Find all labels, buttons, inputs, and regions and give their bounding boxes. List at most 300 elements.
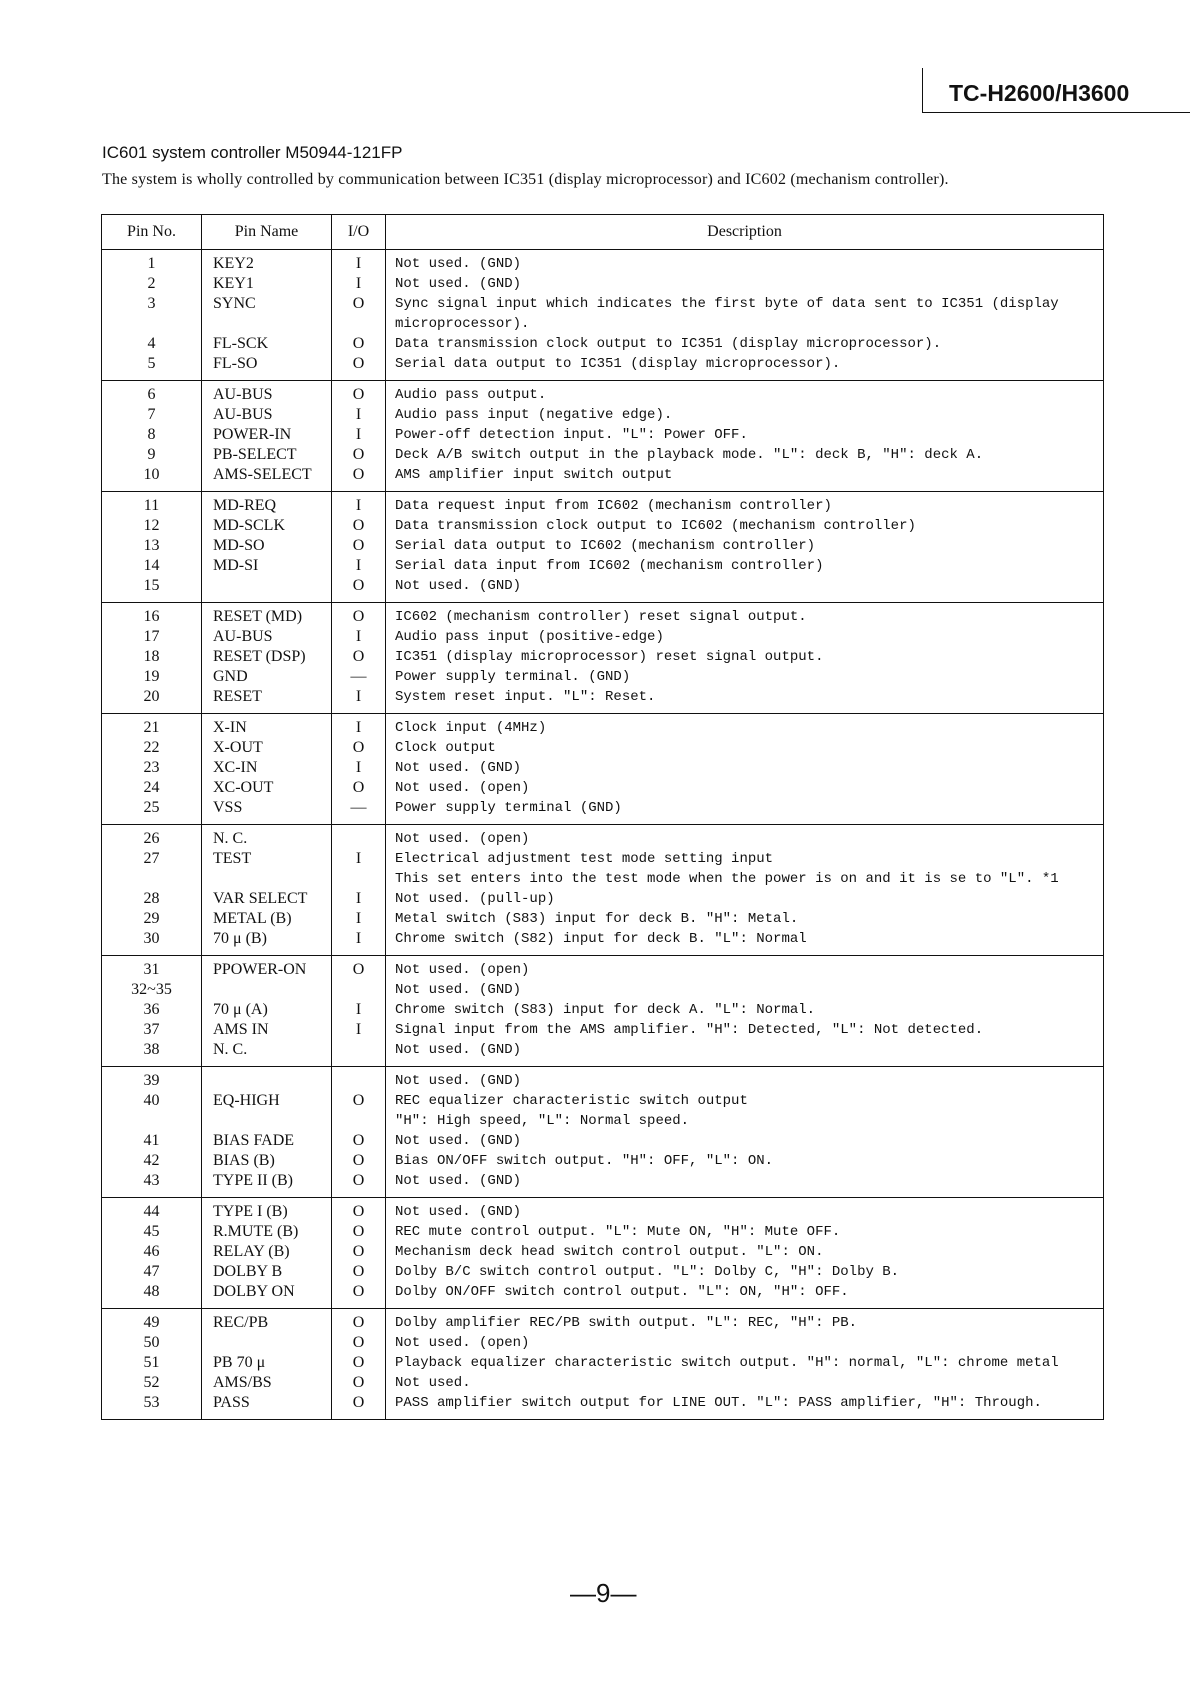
- pin-number-text: 48: [143, 1283, 160, 1300]
- pin-number-text: 37: [143, 1021, 160, 1038]
- pin-name-text: RESET (DSP): [213, 648, 306, 665]
- pin-group: [102, 956, 1104, 1067]
- pin-name: [202, 1222, 332, 1242]
- pin-io-text: I: [355, 719, 362, 736]
- pin-name: [202, 445, 332, 465]
- table-row: [102, 1151, 1104, 1171]
- pin-description: [386, 1040, 1104, 1067]
- pin-name-text: N. C.: [213, 1041, 248, 1058]
- pin-description: [386, 294, 1104, 334]
- pin-number: [102, 627, 202, 647]
- pin-group: [102, 250, 1104, 381]
- pin-io-text: I: [355, 688, 362, 705]
- pin-number-text: 51: [143, 1354, 160, 1371]
- pin-io-text: I: [355, 557, 362, 574]
- pin-name: [202, 825, 332, 850]
- table-row: [102, 1171, 1104, 1198]
- pin-description-line: Not used. (GND): [395, 1173, 522, 1189]
- pin-number-text: 43: [143, 1172, 160, 1189]
- pin-group: [102, 1198, 1104, 1309]
- pin-description: [386, 425, 1104, 445]
- pin-name: [202, 536, 332, 556]
- pin-name-text: N. C.: [213, 830, 248, 847]
- pin-description-line: System reset input. "L": Reset.: [395, 689, 656, 705]
- pin-name: [202, 687, 332, 714]
- pin-io: [332, 909, 386, 929]
- pin-io: [332, 1067, 386, 1092]
- pin-io: [332, 956, 386, 981]
- pin-number-text: 40: [143, 1092, 160, 1109]
- pin-io: [332, 758, 386, 778]
- pin-name-text: XC-IN: [213, 759, 258, 776]
- pin-number-text: 14: [143, 557, 160, 574]
- table-row: [102, 1373, 1104, 1393]
- pin-description-line: Power supply terminal (GND): [395, 800, 622, 816]
- pin-name-text: DOLBY B: [213, 1263, 283, 1280]
- table-row: [102, 778, 1104, 798]
- pin-name: [202, 778, 332, 798]
- pin-name-text: PPOWER-ON: [213, 961, 307, 978]
- pin-name: [202, 576, 332, 603]
- pin-description: [386, 778, 1104, 798]
- pin-name: [202, 274, 332, 294]
- pin-io-text: I: [355, 890, 362, 907]
- pin-description-line: Not used. (GND): [395, 1133, 522, 1149]
- section-title: IC601 system controller M50944-121FP: [102, 143, 403, 162]
- pin-name: [202, 1171, 332, 1198]
- pin-number: [102, 1282, 202, 1309]
- pin-io: [332, 516, 386, 536]
- pin-number-text: 12: [143, 517, 160, 534]
- pin-io: [332, 405, 386, 425]
- pin-number-text: 31: [143, 961, 160, 978]
- table-row: [102, 956, 1104, 981]
- pin-name-text: PB-SELECT: [213, 446, 297, 463]
- pin-io-text: O: [352, 466, 365, 483]
- pin-io-text: O: [352, 577, 365, 594]
- pin-name: [202, 929, 332, 956]
- pin-number-text: 26: [143, 830, 160, 847]
- pin-number-text: 5: [147, 355, 156, 372]
- pin-name: [202, 738, 332, 758]
- pin-description-line: "H": High speed, "L": Normal speed.: [395, 1113, 690, 1129]
- pin-name: [202, 909, 332, 929]
- pin-io: [332, 687, 386, 714]
- pin-description-line: Audio pass input (negative edge).: [395, 407, 673, 423]
- pin-name: [202, 714, 332, 739]
- pin-name-text: PASS: [213, 1394, 250, 1411]
- pin-name: [202, 465, 332, 492]
- pin-io-text: [332, 829, 385, 849]
- pin-io: [332, 250, 386, 275]
- pin-group: [102, 714, 1104, 825]
- pin-description-line: microprocessor).: [395, 316, 530, 332]
- pin-number: [102, 956, 202, 981]
- pin-description: [386, 627, 1104, 647]
- pin-number-text: 44: [143, 1203, 160, 1220]
- pin-number-text: 1: [147, 255, 156, 272]
- pin-name-text: FL-SCK: [213, 335, 269, 352]
- pin-number-text: 3: [147, 295, 156, 312]
- pin-number-text: 21: [143, 719, 160, 736]
- pin-description: [386, 1222, 1104, 1242]
- pin-name-text: MD-SO: [213, 537, 265, 554]
- pin-io: [332, 425, 386, 445]
- pin-number-text: 18: [143, 648, 160, 665]
- pin-description: [386, 687, 1104, 714]
- pin-io: [332, 1131, 386, 1151]
- pin-io-text: O: [352, 386, 365, 403]
- pin-io-text: O: [352, 1152, 365, 1169]
- table-row: [102, 889, 1104, 909]
- pin-io: [332, 556, 386, 576]
- pin-name: [202, 1067, 332, 1092]
- table-row: [102, 516, 1104, 536]
- pin-description-line: Not used. (open): [395, 831, 530, 847]
- column-header-io: I/O: [332, 215, 386, 250]
- pin-io-text: —: [350, 799, 367, 816]
- pin-name: [202, 1131, 332, 1151]
- pin-name-text: EQ-HIGH: [213, 1092, 280, 1109]
- table-row: [102, 334, 1104, 354]
- pin-number-text: 32~35: [131, 981, 172, 998]
- table-row: [102, 849, 1104, 889]
- pin-number: [102, 980, 202, 1000]
- pin-io-text: O: [352, 295, 365, 312]
- document-model-header: TC-H2600/H3600: [922, 68, 1190, 113]
- column-header-pin-name: Pin Name: [202, 215, 332, 250]
- pin-io-text: I: [355, 255, 362, 272]
- pin-io: [332, 381, 386, 406]
- table-row: [102, 1131, 1104, 1151]
- pin-number: [102, 1242, 202, 1262]
- pin-io: [332, 354, 386, 381]
- pin-name: [202, 603, 332, 628]
- pin-io: [332, 889, 386, 909]
- pin-name-text: METAL (B): [213, 910, 292, 927]
- pin-description: [386, 1333, 1104, 1353]
- pin-number: [102, 758, 202, 778]
- pin-description: [386, 465, 1104, 492]
- pin-io: [332, 929, 386, 956]
- pin-io-text: O: [352, 739, 365, 756]
- pin-description-line: Not used. (GND): [395, 1042, 522, 1058]
- pin-name: [202, 1040, 332, 1067]
- pin-io-text: O: [352, 1203, 365, 1220]
- table-row: [102, 647, 1104, 667]
- pin-description-line: IC351 (display microprocessor) reset signal output.: [395, 649, 824, 665]
- pin-name-text: [213, 1333, 331, 1353]
- table-row: [102, 274, 1104, 294]
- pin-name-text: 70 μ (A): [213, 1001, 268, 1018]
- pin-io-text: O: [352, 1354, 365, 1371]
- pin-description-line: Bias ON/OFF switch output. "H": OFF, "L": ON.: [395, 1153, 774, 1169]
- pin-io: [332, 1222, 386, 1242]
- table-row: [102, 667, 1104, 687]
- pin-number: [102, 274, 202, 294]
- pin-description-line: Not used. (GND): [395, 982, 522, 998]
- pin-io-text: O: [352, 1394, 365, 1411]
- pin-name: [202, 1262, 332, 1282]
- pin-io-text: I: [355, 497, 362, 514]
- pin-description-line: Not used. (open): [395, 962, 530, 978]
- pin-name-text: AMS-SELECT: [213, 466, 312, 483]
- pin-name: [202, 956, 332, 981]
- table-row: [102, 627, 1104, 647]
- pin-io-text: O: [352, 1132, 365, 1149]
- pin-description: [386, 758, 1104, 778]
- table-row: [102, 687, 1104, 714]
- pin-io: [332, 647, 386, 667]
- pin-number-text: 47: [143, 1263, 160, 1280]
- pin-io-text: I: [355, 1001, 362, 1018]
- pin-io: [332, 1020, 386, 1040]
- pin-name-text: POWER-IN: [213, 426, 292, 443]
- pin-description-line: IC602 (mechanism controller) reset signal output.: [395, 609, 807, 625]
- pin-number: [102, 465, 202, 492]
- pin-description: [386, 1242, 1104, 1262]
- pin-number-text: 36: [143, 1001, 160, 1018]
- pin-name-text: KEY1: [213, 275, 254, 292]
- pin-io: [332, 1171, 386, 1198]
- table-row: [102, 1091, 1104, 1131]
- pin-description-line: Audio pass input (positive-edge): [395, 629, 664, 645]
- pin-description-line: Signal input from the AMS amplifier. "H": Detected, "L": Not detected.: [395, 1022, 984, 1038]
- pin-number-text: 19: [143, 668, 160, 685]
- pin-io: [332, 1282, 386, 1309]
- pin-number-text: 52: [143, 1374, 160, 1391]
- pin-io-text: O: [352, 1283, 365, 1300]
- pin-description: [386, 1198, 1104, 1223]
- table-header: [102, 215, 1104, 250]
- pin-description-line: Audio pass output.: [395, 387, 547, 403]
- pin-description: [386, 1131, 1104, 1151]
- pin-io: [332, 1000, 386, 1020]
- pin-number-text: 23: [143, 759, 160, 776]
- pin-name-text: VAR SELECT: [213, 890, 308, 907]
- pin-io-text: I: [355, 850, 362, 867]
- pin-name: [202, 980, 332, 1000]
- pin-io: [332, 1151, 386, 1171]
- pin-io: [332, 627, 386, 647]
- pin-number: [102, 738, 202, 758]
- pin-io-text: O: [352, 446, 365, 463]
- pin-name-text: [213, 980, 331, 1000]
- pin-io-text: O: [352, 1243, 365, 1260]
- table-row: [102, 1067, 1104, 1092]
- pin-description: [386, 334, 1104, 354]
- pin-number-text: 15: [143, 577, 160, 594]
- pin-name-text: KEY2: [213, 255, 254, 272]
- pin-description: [386, 1353, 1104, 1373]
- pin-name-text: MD-SCLK: [213, 517, 286, 534]
- table-row: [102, 536, 1104, 556]
- pin-io-text: I: [355, 406, 362, 423]
- pin-number: [102, 1151, 202, 1171]
- pin-io: [332, 1393, 386, 1420]
- pin-description: [386, 956, 1104, 981]
- pin-name: [202, 556, 332, 576]
- pin-name-text: AU-BUS: [213, 628, 273, 645]
- table-row: [102, 492, 1104, 517]
- pin-io-text: O: [352, 1314, 365, 1331]
- pin-io: [332, 667, 386, 687]
- pin-description-line: Not used. (open): [395, 1335, 530, 1351]
- pin-description: [386, 1309, 1104, 1334]
- table-row: [102, 250, 1104, 275]
- pin-name: [202, 798, 332, 825]
- pin-name-text: 70 μ (B): [213, 930, 267, 947]
- pin-description: [386, 738, 1104, 758]
- pin-io-text: I: [355, 628, 362, 645]
- table-row: [102, 576, 1104, 603]
- table-row: [102, 1309, 1104, 1334]
- table-row: [102, 1242, 1104, 1262]
- pin-description: [386, 445, 1104, 465]
- pin-number: [102, 334, 202, 354]
- pin-number: [102, 778, 202, 798]
- pin-number: [102, 405, 202, 425]
- pin-name-text: VSS: [213, 799, 243, 816]
- pin-name: [202, 849, 332, 889]
- pin-name: [202, 1198, 332, 1223]
- pin-description-line: Not used. (GND): [395, 256, 522, 272]
- table-row: [102, 294, 1104, 334]
- pin-description: [386, 1151, 1104, 1171]
- pin-name: [202, 647, 332, 667]
- pin-name-text: R.MUTE (B): [213, 1223, 299, 1240]
- pin-description: [386, 714, 1104, 739]
- pin-name: [202, 1000, 332, 1020]
- pin-io: [332, 274, 386, 294]
- section-intro: The system is wholly controlled by communication between IC351 (display microprocessor) and IC602 (mechanism controller).: [102, 171, 949, 188]
- pin-description-line: AMS amplifier input switch output: [395, 467, 673, 483]
- pin-name-text: BIAS (B): [213, 1152, 275, 1169]
- pin-name: [202, 889, 332, 909]
- pin-number: [102, 576, 202, 603]
- pin-io-text: I: [355, 426, 362, 443]
- pin-io: [332, 1091, 386, 1131]
- pin-description: [386, 1393, 1104, 1420]
- pin-description: [386, 909, 1104, 929]
- pin-description: [386, 516, 1104, 536]
- pin-number: [102, 825, 202, 850]
- pin-name: [202, 667, 332, 687]
- pin-name: [202, 1393, 332, 1420]
- pin-description: [386, 274, 1104, 294]
- pin-number-text: 49: [143, 1314, 160, 1331]
- pin-description-line: Serial data input from IC602 (mechanism controller): [395, 558, 824, 574]
- pin-name-text: [213, 1071, 331, 1091]
- pin-number-text: 27: [143, 850, 160, 867]
- pin-io: [332, 738, 386, 758]
- pin-description-line: Metal switch (S83) input for deck B. "H": Metal.: [395, 911, 799, 927]
- pin-number-text: 39: [143, 1072, 160, 1089]
- pin-number-text: 25: [143, 799, 160, 816]
- pin-io: [332, 445, 386, 465]
- pin-description: [386, 536, 1104, 556]
- pin-io: [332, 492, 386, 517]
- pin-io: [332, 714, 386, 739]
- pin-io: [332, 1242, 386, 1262]
- pin-number: [102, 603, 202, 628]
- pin-name-text: AU-BUS: [213, 406, 273, 423]
- pin-number-text: 29: [143, 910, 160, 927]
- table-row: [102, 381, 1104, 406]
- pin-io-text: O: [352, 1223, 365, 1240]
- table-row: [102, 1020, 1104, 1040]
- table-row: [102, 798, 1104, 825]
- pin-io: [332, 825, 386, 850]
- table-row: [102, 980, 1104, 1000]
- pin-number: [102, 1000, 202, 1020]
- pin-io-text: I: [355, 930, 362, 947]
- table-row: [102, 909, 1104, 929]
- pin-description: [386, 1067, 1104, 1092]
- pin-description: [386, 849, 1104, 889]
- pin-description: [386, 354, 1104, 381]
- pin-io: [332, 603, 386, 628]
- pin-description: [386, 1171, 1104, 1198]
- pin-description-line: Not used. (GND): [395, 1073, 522, 1089]
- pin-group: [102, 381, 1104, 492]
- pin-description: [386, 576, 1104, 603]
- pin-number: [102, 1222, 202, 1242]
- pin-number-text: 38: [143, 1041, 160, 1058]
- pin-description-line: Serial data output to IC602 (mechanism controller): [395, 538, 816, 554]
- pin-io-text: [332, 1040, 385, 1060]
- pin-number: [102, 1020, 202, 1040]
- pin-name: [202, 381, 332, 406]
- pin-description-line: REC equalizer characteristic switch output: [395, 1093, 748, 1109]
- pin-number: [102, 1393, 202, 1420]
- pin-group: [102, 825, 1104, 956]
- pin-io-text: I: [355, 759, 362, 776]
- pin-number-text: 13: [143, 537, 160, 554]
- pin-number-text: 7: [147, 406, 156, 423]
- pin-description-line: Power supply terminal. (GND): [395, 669, 631, 685]
- table-row: [102, 425, 1104, 445]
- page-number: —9—: [570, 1578, 637, 1608]
- pin-group: [102, 492, 1104, 603]
- pin-number-text: 45: [143, 1223, 160, 1240]
- pin-name-text: PB 70 μ: [213, 1354, 266, 1371]
- table-row: [102, 1222, 1104, 1242]
- pin-number-text: 8: [147, 426, 156, 443]
- pin-number-text: 16: [143, 608, 160, 625]
- table-row: [102, 445, 1104, 465]
- pin-name-text: TYPE II (B): [213, 1172, 293, 1189]
- pin-io-text: O: [352, 779, 365, 796]
- pin-name: [202, 1373, 332, 1393]
- pin-number: [102, 798, 202, 825]
- pin-io-text: O: [352, 608, 365, 625]
- pin-io: [332, 1373, 386, 1393]
- pin-number: [102, 687, 202, 714]
- pin-name-text: X-OUT: [213, 739, 263, 756]
- pin-description-line: Not used. (GND): [395, 1204, 522, 1220]
- pin-description-line: Clock output: [395, 740, 496, 756]
- pin-number: [102, 667, 202, 687]
- pin-number-text: 17: [143, 628, 160, 645]
- pin-description-line: Not used. (GND): [395, 276, 522, 292]
- pin-number-text: 20: [143, 688, 160, 705]
- pin-name-text: XC-OUT: [213, 779, 274, 796]
- pin-number-text: 6: [147, 386, 156, 403]
- pin-name-text: AMS IN: [213, 1021, 269, 1038]
- pin-name: [202, 334, 332, 354]
- pin-io-text: —: [350, 668, 367, 685]
